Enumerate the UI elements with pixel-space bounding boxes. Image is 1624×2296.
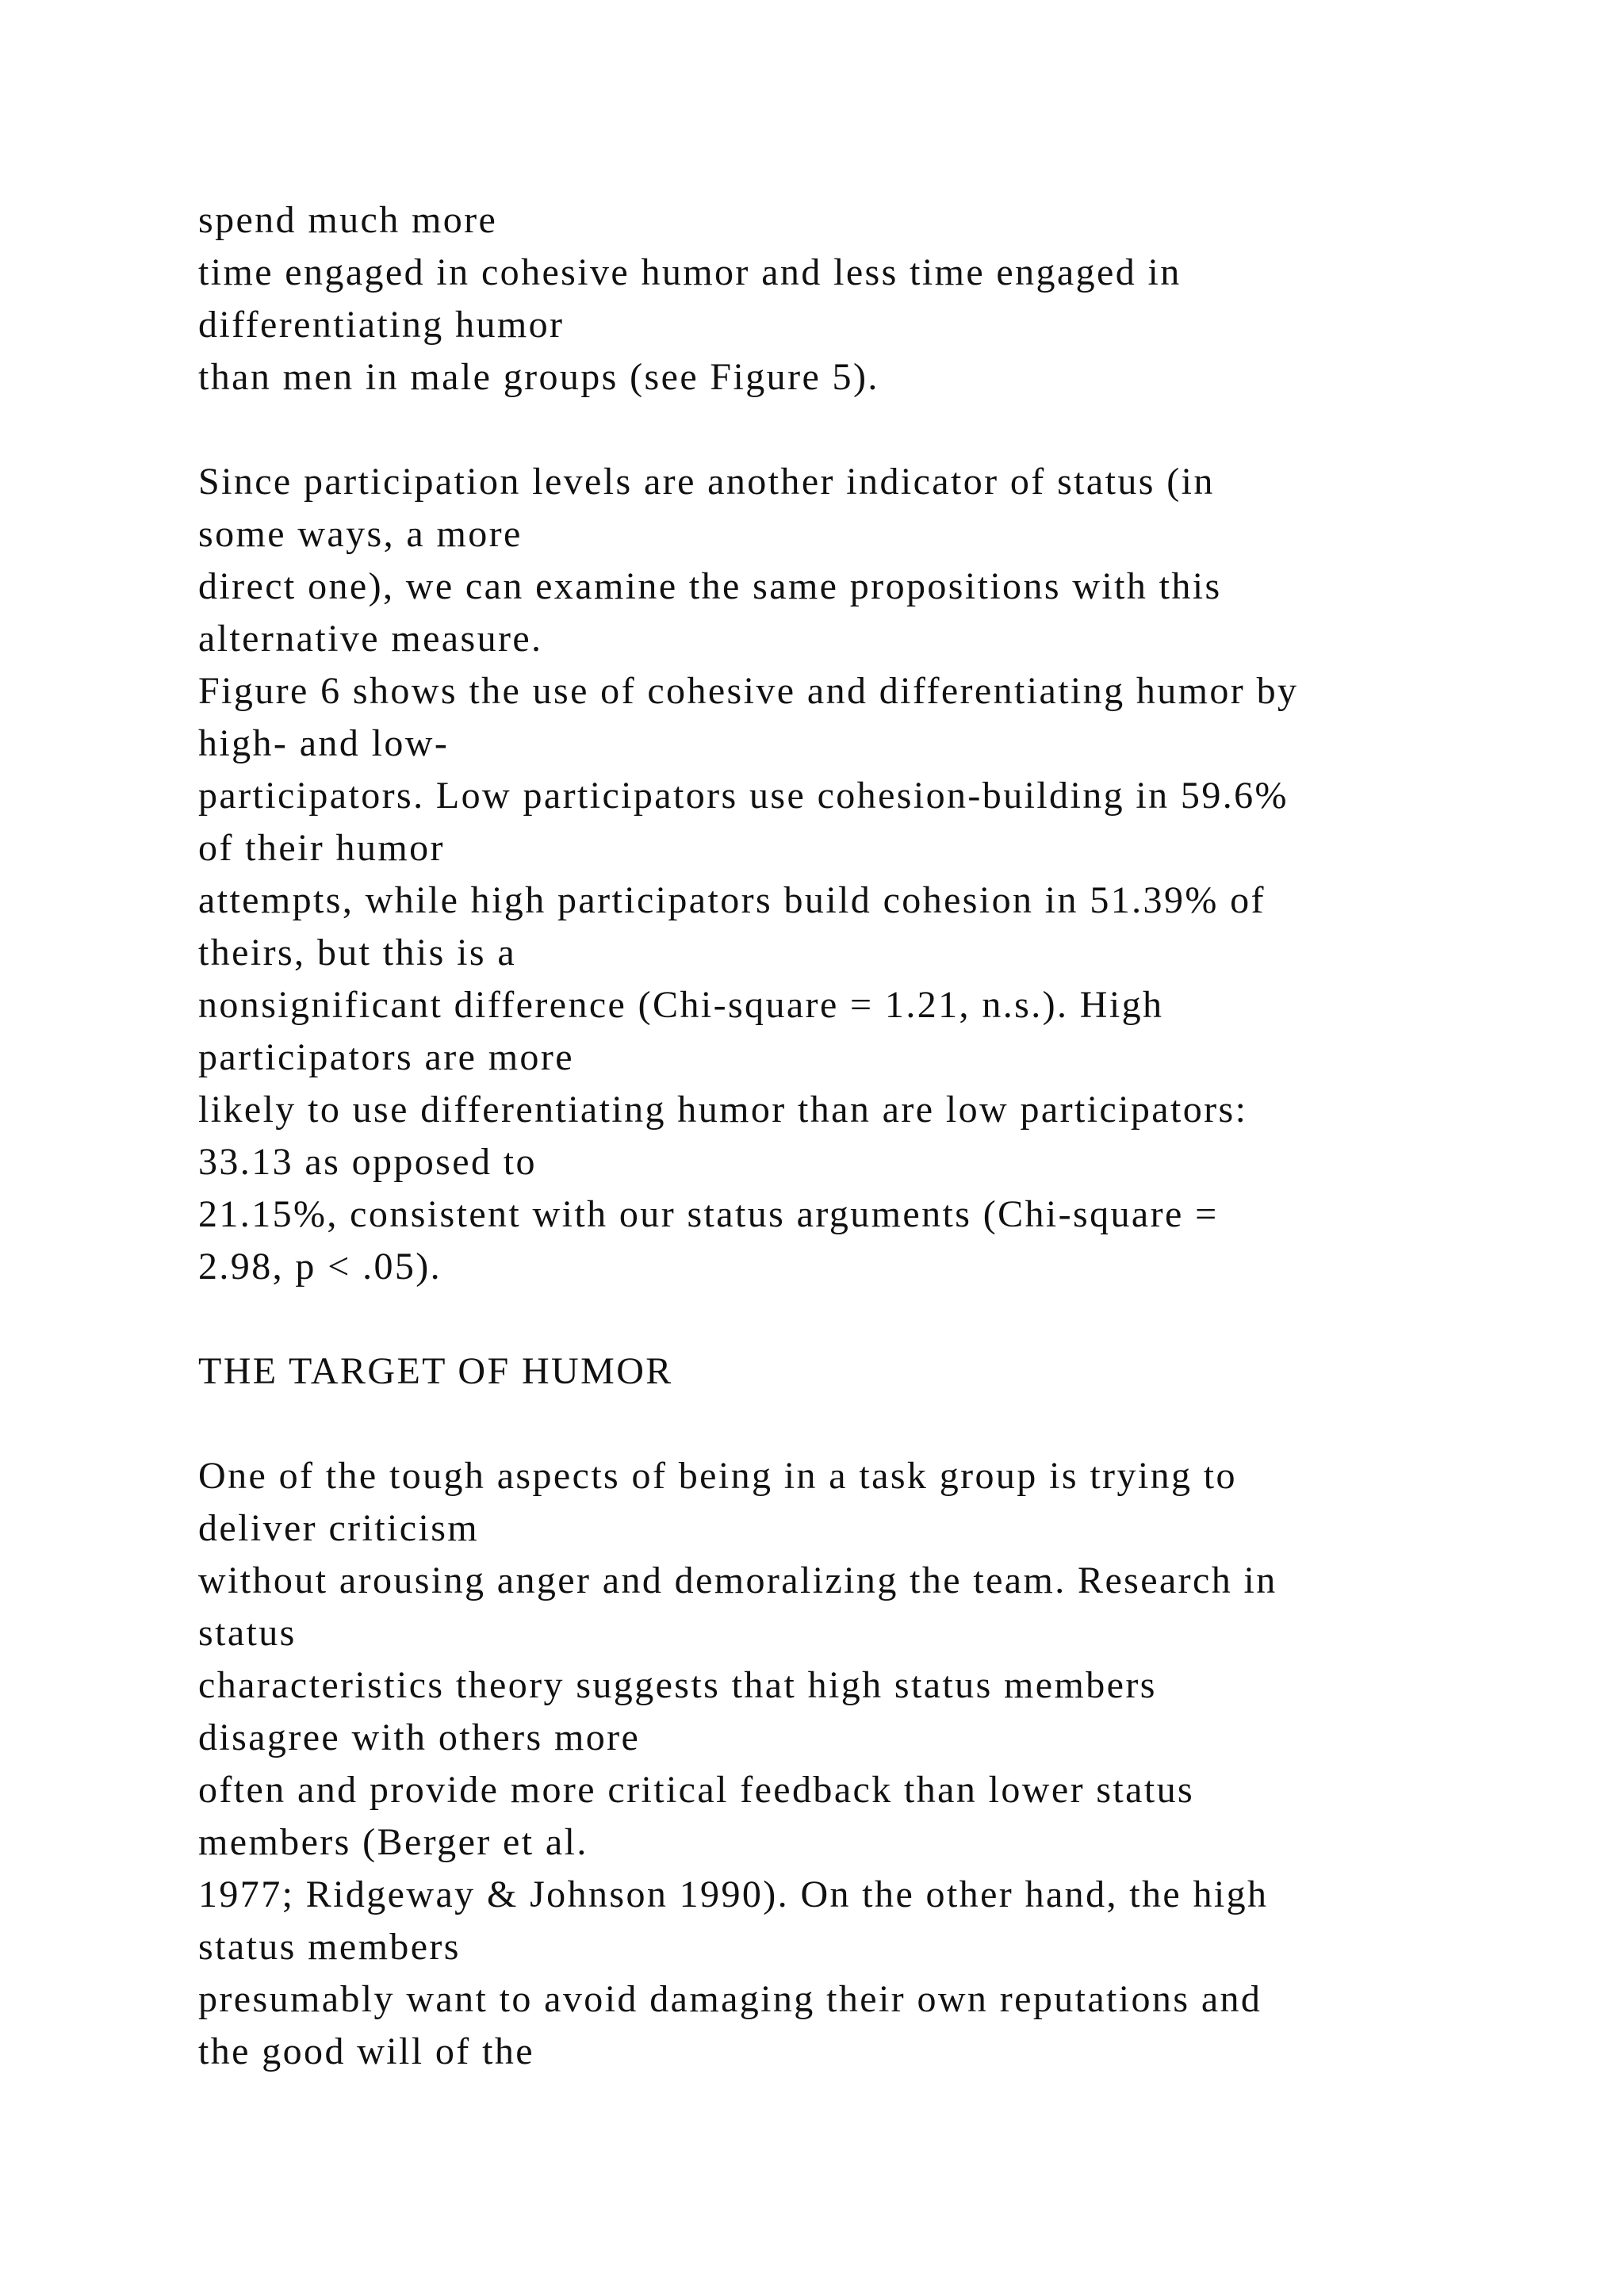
text-line: 21.15%, consistent with our status arguments (Chi-square = xyxy=(198,1193,1219,1235)
text-line: Since participation levels are another indicator of status (in xyxy=(198,461,1215,503)
text-line: theirs, but this is a xyxy=(198,932,517,974)
text-line: high- and low- xyxy=(198,722,450,764)
text-line: participators are more xyxy=(198,1036,574,1078)
text-line: time engaged in cohesive humor and less time engaged in xyxy=(198,251,1182,293)
text-line: presumably want to avoid damaging their own reputations and xyxy=(198,1978,1262,2020)
text-line: some ways, a more xyxy=(198,513,523,555)
text-line: participators. Low participators use cohesion-building in 59.6% xyxy=(198,775,1289,817)
text-line: 2.98, p < .05). xyxy=(198,1246,442,1288)
text-line: disagree with others more xyxy=(198,1716,641,1758)
text-line: of their humor xyxy=(198,827,445,869)
text-line: nonsignificant difference (Chi-square = 1.21, n.s.). High xyxy=(198,984,1164,1026)
heading-text: THE TARGET OF HUMOR xyxy=(198,1350,673,1392)
text-line: without arousing anger and demoralizing the team. Research in xyxy=(198,1559,1277,1601)
text-line: differentiating humor xyxy=(198,304,565,346)
text-line: status members xyxy=(198,1926,461,1968)
text-line: members (Berger et al. xyxy=(198,1821,588,1863)
paragraph-spacer xyxy=(198,1398,1507,1450)
text-line: characteristics theory suggests that high status members xyxy=(198,1664,1157,1706)
text-line: 1977; Ridgeway & Johnson 1990). On the other hand, the high xyxy=(198,1873,1269,1915)
paragraph xyxy=(198,194,1507,404)
text-line: the good will of the xyxy=(198,2030,534,2072)
text-line: spend much more xyxy=(198,199,498,241)
text-line: Figure 6 shows the use of cohesive and differentiating humor by xyxy=(198,670,1299,712)
paragraph xyxy=(198,456,1507,1293)
text-line: One of the tough aspects of being in a task group is trying to xyxy=(198,1455,1237,1497)
text-line: often and provide more critical feedback than lower status xyxy=(198,1769,1195,1811)
section-heading xyxy=(198,1345,1507,1398)
text-line: likely to use differentiating humor than are low participators: xyxy=(198,1089,1248,1131)
text-line: 33.13 as opposed to xyxy=(198,1141,537,1183)
text-line: deliver criticism xyxy=(198,1507,480,1549)
text-line: direct one), we can examine the same propositions with this xyxy=(198,565,1222,607)
paragraph xyxy=(198,1450,1507,2078)
text-line: attempts, while high participators build cohesion in 51.39% of xyxy=(198,879,1266,921)
text-line: alternative measure. xyxy=(198,618,543,660)
text-line: status xyxy=(198,1612,297,1654)
paragraph-spacer xyxy=(198,404,1507,456)
paragraph-spacer xyxy=(198,1293,1507,1345)
document-body xyxy=(198,194,1507,2078)
text-line: than men in male groups (see Figure 5). xyxy=(198,356,879,398)
